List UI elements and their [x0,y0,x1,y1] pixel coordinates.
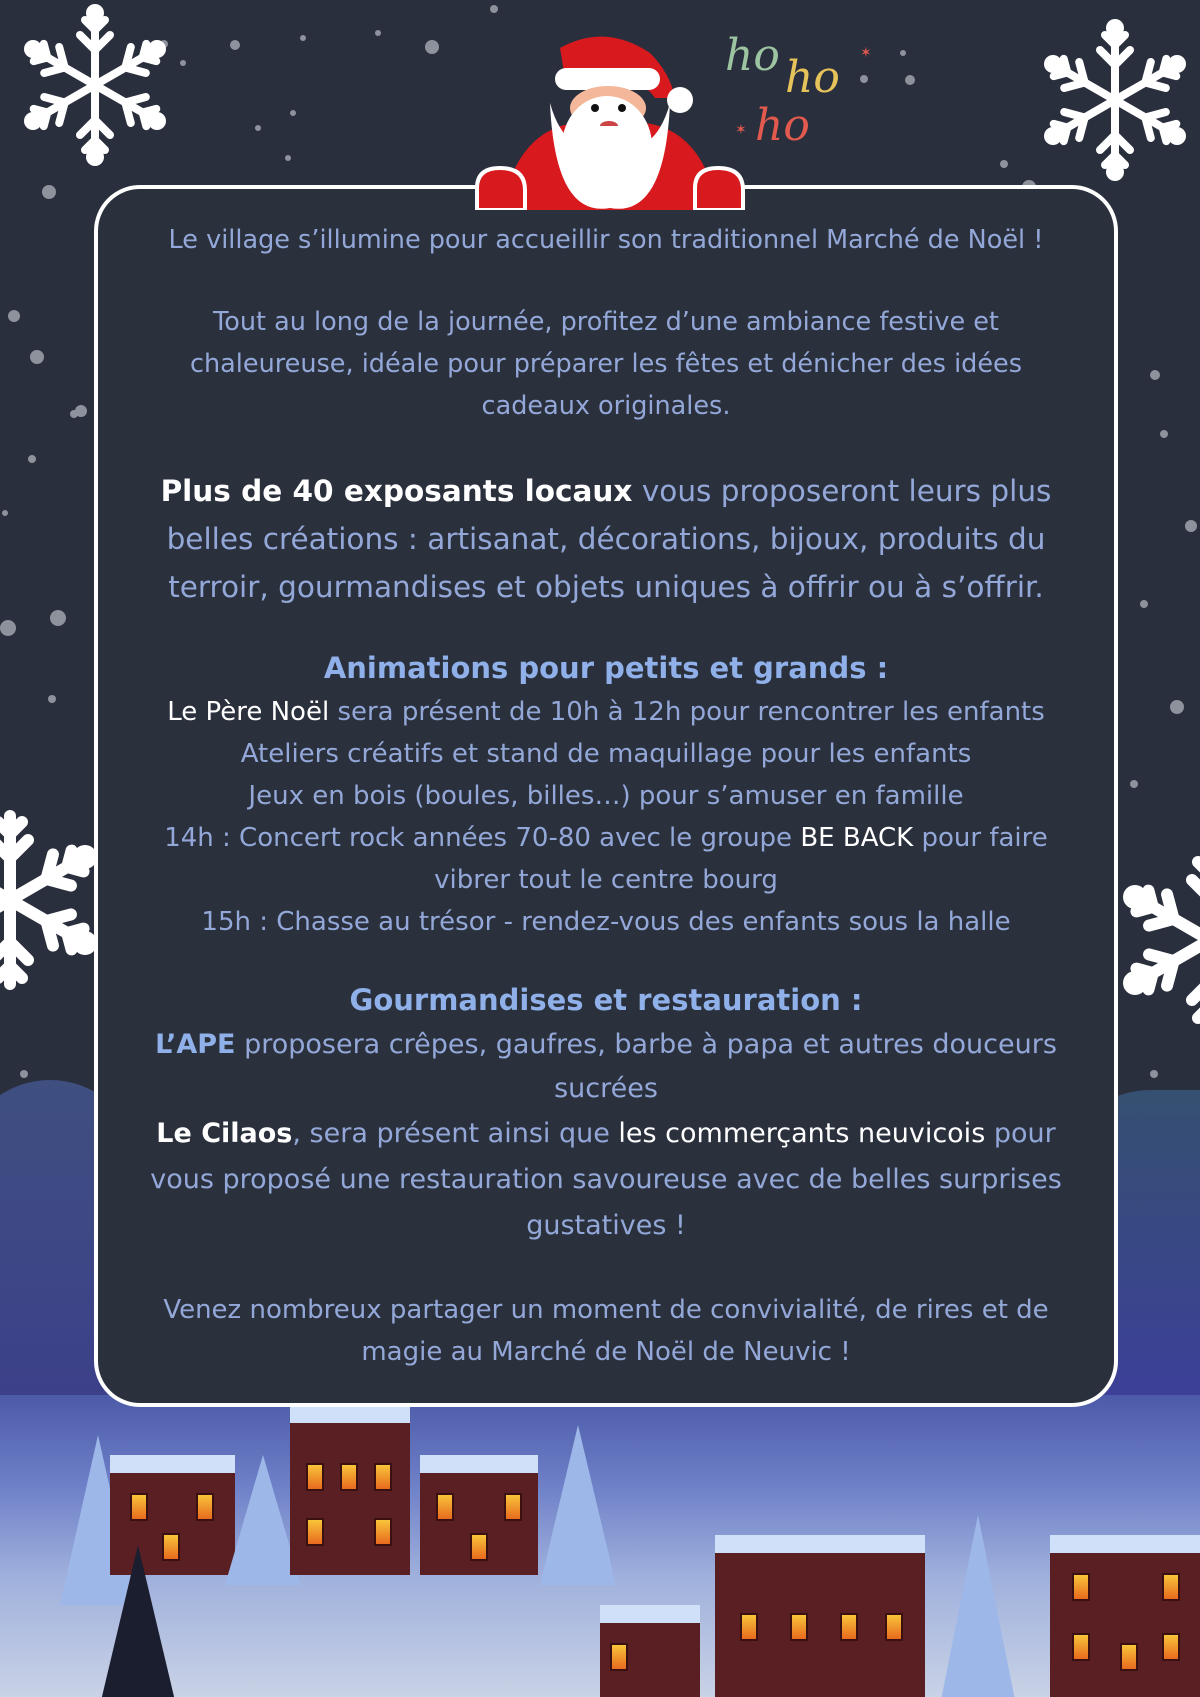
animations-heading: Animations pour petits et grands : [323,651,889,685]
hoho-word-1: ho [725,30,780,81]
animation-santa: Le Père Noël sera présent de 10h à 12h pour rencontrer les enfants [167,697,1045,727]
closing-line-1: Venez nombreux partager un moment de convivialité, de rires et de [163,1295,1049,1325]
food-heading: Gourmandises et restauration : [349,983,863,1017]
intro-headline: Le village s’illumine pour accueillir son traditionnel Marché de Noël ! [168,225,1044,255]
snowflake-icon [1120,840,1200,1040]
snowflake-icon [0,800,100,1000]
closing-line-2: magie au Marché de Noël de Neuvic ! [361,1337,851,1367]
santa-name: Le Père Noël [167,697,330,727]
santa-illustration [455,28,765,210]
animation-treasure-hunt: 15h : Chasse au trésor - rendez-vous des enfants sous la halle [201,907,1011,937]
hoho-lettering [725,30,875,170]
exhibitors-highlight: Plus de 40 exposants locaux [160,474,633,508]
ape-name: L’APE [155,1029,236,1060]
band-name: BE BACK [800,823,914,853]
star-icon: ✶ [860,45,872,61]
food-ape-line-2: sucrées [554,1073,658,1104]
food-line-3: gustatives ! [526,1210,686,1241]
cilaos-name: Le Cilaos [156,1118,293,1149]
animation-games: Jeux en bois (boules, billes…) pour s’amuser en famille [248,781,964,811]
merchants: les commerçants neuvicois [618,1118,986,1149]
animation-concert-line-2: vibrer tout le centre bourg [434,865,778,895]
intro-line-2: chaleureuse, idéale pour préparer les fêtes et dénicher des idées [190,349,1022,379]
intro-line-1: Tout au long de la journée, profitez d’une ambiance festive et [213,307,999,337]
exhibitors-line-2: belles créations : artisanat, décorations, bijoux, produits du [166,522,1046,556]
exhibitors-line-3: terroir, gourmandises et objets uniques à offrir ou à s’offrir. [168,570,1044,604]
food-cilaos: Le Cilaos, sera présent ainsi que les commerçants neuvicois pour [156,1118,1056,1149]
exhibitors-line-1: Plus de 40 exposants locaux vous proposeront leurs plus [160,474,1052,508]
snowflake-icon [1040,15,1190,185]
snowflake-icon [20,0,170,170]
animation-workshops: Ateliers créatifs et stand de maquillage pour les enfants [240,739,972,769]
food-line-2: vous proposé une restauration savoureuse avec de belles surprises [150,1164,1062,1195]
hoho-word-2: ho [785,52,840,103]
intro-line-3: cadeaux originales. [481,391,731,421]
hoho-word-3: ho [755,100,810,151]
village-scene [0,1395,1200,1697]
info-card [94,185,1118,1407]
animation-concert: 14h : Concert rock années 70-80 avec le groupe BE BACK pour faire [164,823,1048,853]
food-ape: L’APE proposera crêpes, gaufres, barbe à papa et autres douceurs [155,1029,1057,1060]
star-icon: ✶ [735,122,747,138]
